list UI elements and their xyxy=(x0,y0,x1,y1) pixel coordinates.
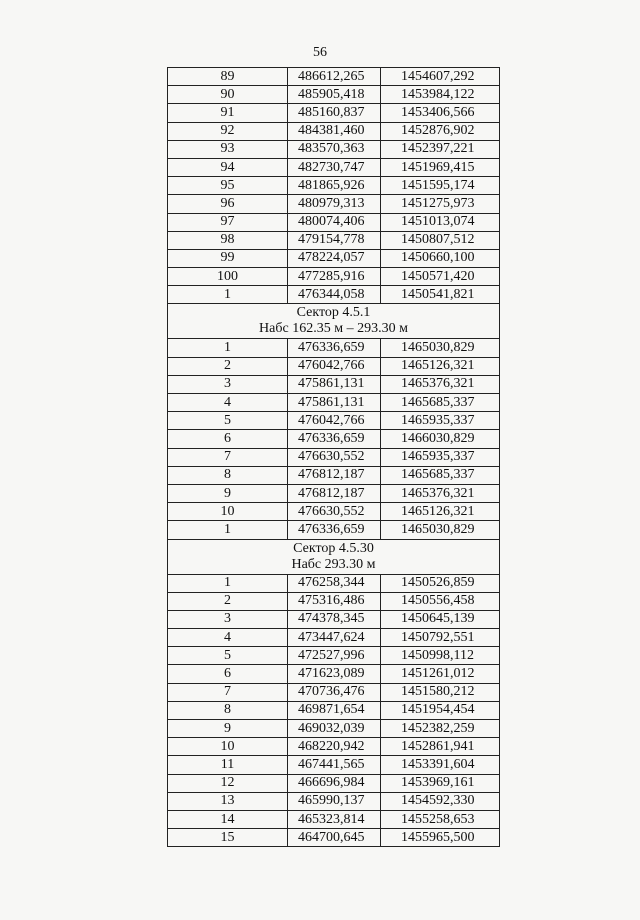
y-coordinate-cell: 1465935,337 xyxy=(381,448,500,466)
sector-heading xyxy=(168,539,500,574)
point-number-cell: 3 xyxy=(168,375,288,393)
table-row xyxy=(168,521,500,539)
point-number-cell: 4 xyxy=(168,629,288,647)
table-row xyxy=(168,394,500,412)
table-row xyxy=(168,158,500,176)
point-number-cell: 93 xyxy=(168,140,288,158)
table-row xyxy=(168,430,500,448)
table-row xyxy=(168,122,500,140)
y-coordinate-cell: 1454592,330 xyxy=(381,792,500,810)
x-coordinate-cell: 465323,814 xyxy=(288,810,381,828)
table-row xyxy=(168,268,500,286)
y-coordinate-cell: 1451954,454 xyxy=(381,701,500,719)
table-row xyxy=(168,375,500,393)
y-coordinate-cell: 1465126,321 xyxy=(381,503,500,521)
y-coordinate-cell: 1450571,420 xyxy=(381,268,500,286)
sector-heading xyxy=(168,304,500,339)
table-row xyxy=(168,213,500,231)
point-number-cell: 1 xyxy=(168,574,288,592)
y-coordinate-cell: 1450792,551 xyxy=(381,629,500,647)
point-number-cell: 95 xyxy=(168,177,288,195)
y-coordinate-cell: 1450660,100 xyxy=(381,249,500,267)
y-coordinate-cell: 1465030,829 xyxy=(381,521,500,539)
y-coordinate-cell: 1453984,122 xyxy=(381,86,500,104)
y-coordinate-cell: 1465030,829 xyxy=(381,339,500,357)
table-row xyxy=(168,829,500,847)
table-row xyxy=(168,592,500,610)
x-coordinate-cell: 475861,131 xyxy=(288,375,381,393)
table-row xyxy=(168,231,500,249)
sector-header-4-5-1 xyxy=(168,304,500,339)
point-number-cell: 97 xyxy=(168,213,288,231)
y-coordinate-cell: 1451595,174 xyxy=(381,177,500,195)
table-row xyxy=(168,484,500,502)
point-number-cell: 91 xyxy=(168,104,288,122)
y-coordinate-cell: 1452861,941 xyxy=(381,738,500,756)
point-number-cell: 94 xyxy=(168,158,288,176)
sector-height: Набс 293.30 м xyxy=(291,556,376,572)
point-number-cell: 5 xyxy=(168,647,288,665)
x-coordinate-cell: 476344,058 xyxy=(288,286,381,304)
x-coordinate-cell: 485160,837 xyxy=(288,104,381,122)
x-coordinate-cell: 478224,057 xyxy=(288,249,381,267)
table-row xyxy=(168,574,500,592)
y-coordinate-cell: 1450645,139 xyxy=(381,610,500,628)
y-coordinate-cell: 1465376,321 xyxy=(381,484,500,502)
y-coordinate-cell: 1451013,074 xyxy=(381,213,500,231)
table-row xyxy=(168,86,500,104)
sector-height: Набс 162.35 м – 293.30 м xyxy=(259,321,408,337)
y-coordinate-cell: 1450541,821 xyxy=(381,286,500,304)
y-coordinate-cell: 1465935,337 xyxy=(381,412,500,430)
x-coordinate-cell: 471623,089 xyxy=(288,665,381,683)
x-coordinate-cell: 480074,406 xyxy=(288,213,381,231)
table-row xyxy=(168,701,500,719)
x-coordinate-cell: 474378,345 xyxy=(288,610,381,628)
point-number-cell: 5 xyxy=(168,412,288,430)
point-number-cell: 99 xyxy=(168,249,288,267)
table-row xyxy=(168,448,500,466)
point-number-cell: 6 xyxy=(168,430,288,448)
point-number-cell: 2 xyxy=(168,357,288,375)
point-number-cell: 8 xyxy=(168,466,288,484)
x-coordinate-cell: 486612,265 xyxy=(288,68,381,86)
x-coordinate-cell: 485905,418 xyxy=(288,86,381,104)
y-coordinate-cell: 1450807,512 xyxy=(381,231,500,249)
x-coordinate-cell: 468220,942 xyxy=(288,738,381,756)
x-coordinate-cell: 475316,486 xyxy=(288,592,381,610)
y-coordinate-cell: 1451275,973 xyxy=(381,195,500,213)
x-coordinate-cell: 472527,996 xyxy=(288,647,381,665)
table-row xyxy=(168,774,500,792)
table-row xyxy=(168,177,500,195)
y-coordinate-cell: 1453391,604 xyxy=(381,756,500,774)
table-row xyxy=(168,756,500,774)
point-number-cell: 1 xyxy=(168,521,288,539)
table-row xyxy=(168,792,500,810)
x-coordinate-cell: 465990,137 xyxy=(288,792,381,810)
x-coordinate-cell: 476336,659 xyxy=(288,430,381,448)
x-coordinate-cell: 475861,131 xyxy=(288,394,381,412)
table-row xyxy=(168,249,500,267)
y-coordinate-cell: 1451580,212 xyxy=(381,683,500,701)
point-number-cell: 96 xyxy=(168,195,288,213)
table-row xyxy=(168,503,500,521)
point-number-cell: 14 xyxy=(168,810,288,828)
point-number-cell: 4 xyxy=(168,394,288,412)
y-coordinate-cell: 1455965,500 xyxy=(381,829,500,847)
table-row xyxy=(168,339,500,357)
point-number-cell: 9 xyxy=(168,720,288,738)
x-coordinate-cell: 476630,552 xyxy=(288,503,381,521)
table-row xyxy=(168,665,500,683)
point-number-cell: 92 xyxy=(168,122,288,140)
sector-title: Сектор 4.5.30 xyxy=(293,540,374,556)
coordinates-table xyxy=(167,67,500,847)
x-coordinate-cell: 469032,039 xyxy=(288,720,381,738)
table-row xyxy=(168,466,500,484)
y-coordinate-cell: 1465376,321 xyxy=(381,375,500,393)
point-number-cell: 6 xyxy=(168,665,288,683)
table-row xyxy=(168,357,500,375)
x-coordinate-cell: 479154,778 xyxy=(288,231,381,249)
table-section-continued xyxy=(168,68,500,304)
x-coordinate-cell: 480979,313 xyxy=(288,195,381,213)
point-number-cell: 98 xyxy=(168,231,288,249)
x-coordinate-cell: 470736,476 xyxy=(288,683,381,701)
x-coordinate-cell: 476812,187 xyxy=(288,484,381,502)
point-number-cell: 2 xyxy=(168,592,288,610)
x-coordinate-cell: 473447,624 xyxy=(288,629,381,647)
y-coordinate-cell: 1454607,292 xyxy=(381,68,500,86)
x-coordinate-cell: 483570,363 xyxy=(288,140,381,158)
x-coordinate-cell: 476630,552 xyxy=(288,448,381,466)
x-coordinate-cell: 477285,916 xyxy=(288,268,381,286)
y-coordinate-cell: 1452382,259 xyxy=(381,720,500,738)
table-row xyxy=(168,68,500,86)
point-number-cell: 11 xyxy=(168,756,288,774)
x-coordinate-cell: 476336,659 xyxy=(288,521,381,539)
x-coordinate-cell: 469871,654 xyxy=(288,701,381,719)
point-number-cell: 9 xyxy=(168,484,288,502)
point-number-cell: 100 xyxy=(168,268,288,286)
point-number-cell: 90 xyxy=(168,86,288,104)
point-number-cell: 3 xyxy=(168,610,288,628)
table-row xyxy=(168,738,500,756)
table-row xyxy=(168,140,500,158)
x-coordinate-cell: 482730,747 xyxy=(288,158,381,176)
x-coordinate-cell: 476812,187 xyxy=(288,466,381,484)
point-number-cell: 7 xyxy=(168,683,288,701)
y-coordinate-cell: 1451261,012 xyxy=(381,665,500,683)
x-coordinate-cell: 476042,766 xyxy=(288,412,381,430)
point-number-cell: 7 xyxy=(168,448,288,466)
x-coordinate-cell: 464700,645 xyxy=(288,829,381,847)
y-coordinate-cell: 1451969,415 xyxy=(381,158,500,176)
point-number-cell: 10 xyxy=(168,503,288,521)
table-row xyxy=(168,610,500,628)
x-coordinate-cell: 484381,460 xyxy=(288,122,381,140)
table-row xyxy=(168,683,500,701)
point-number-cell: 1 xyxy=(168,339,288,357)
table-section-sector-4-5-1 xyxy=(168,339,500,539)
y-coordinate-cell: 1453406,566 xyxy=(381,104,500,122)
y-coordinate-cell: 1450998,112 xyxy=(381,647,500,665)
table-row xyxy=(168,412,500,430)
table-row xyxy=(168,195,500,213)
table-section-sector-4-5-30 xyxy=(168,574,500,847)
point-number-cell: 13 xyxy=(168,792,288,810)
sector-header-4-5-30 xyxy=(168,539,500,574)
x-coordinate-cell: 476042,766 xyxy=(288,357,381,375)
x-coordinate-cell: 467441,565 xyxy=(288,756,381,774)
table-row xyxy=(168,104,500,122)
table-row xyxy=(168,629,500,647)
y-coordinate-cell: 1450556,458 xyxy=(381,592,500,610)
y-coordinate-cell: 1466030,829 xyxy=(381,430,500,448)
x-coordinate-cell: 476336,659 xyxy=(288,339,381,357)
x-coordinate-cell: 466696,984 xyxy=(288,774,381,792)
x-coordinate-cell: 476258,344 xyxy=(288,574,381,592)
point-number-cell: 15 xyxy=(168,829,288,847)
x-coordinate-cell: 481865,926 xyxy=(288,177,381,195)
y-coordinate-cell: 1452876,902 xyxy=(381,122,500,140)
point-number-cell: 8 xyxy=(168,701,288,719)
sector-title: Сектор 4.5.1 xyxy=(296,305,371,321)
y-coordinate-cell: 1465685,337 xyxy=(381,394,500,412)
point-number-cell: 89 xyxy=(168,68,288,86)
y-coordinate-cell: 1455258,653 xyxy=(381,810,500,828)
y-coordinate-cell: 1453969,161 xyxy=(381,774,500,792)
table-row xyxy=(168,720,500,738)
table-row xyxy=(168,810,500,828)
point-number-cell: 10 xyxy=(168,738,288,756)
point-number-cell: 12 xyxy=(168,774,288,792)
y-coordinate-cell: 1465685,337 xyxy=(381,466,500,484)
table-row xyxy=(168,286,500,304)
table-row xyxy=(168,647,500,665)
page-number: 56 xyxy=(313,45,327,60)
y-coordinate-cell: 1450526,859 xyxy=(381,574,500,592)
y-coordinate-cell: 1452397,221 xyxy=(381,140,500,158)
point-number-cell: 1 xyxy=(168,286,288,304)
y-coordinate-cell: 1465126,321 xyxy=(381,357,500,375)
